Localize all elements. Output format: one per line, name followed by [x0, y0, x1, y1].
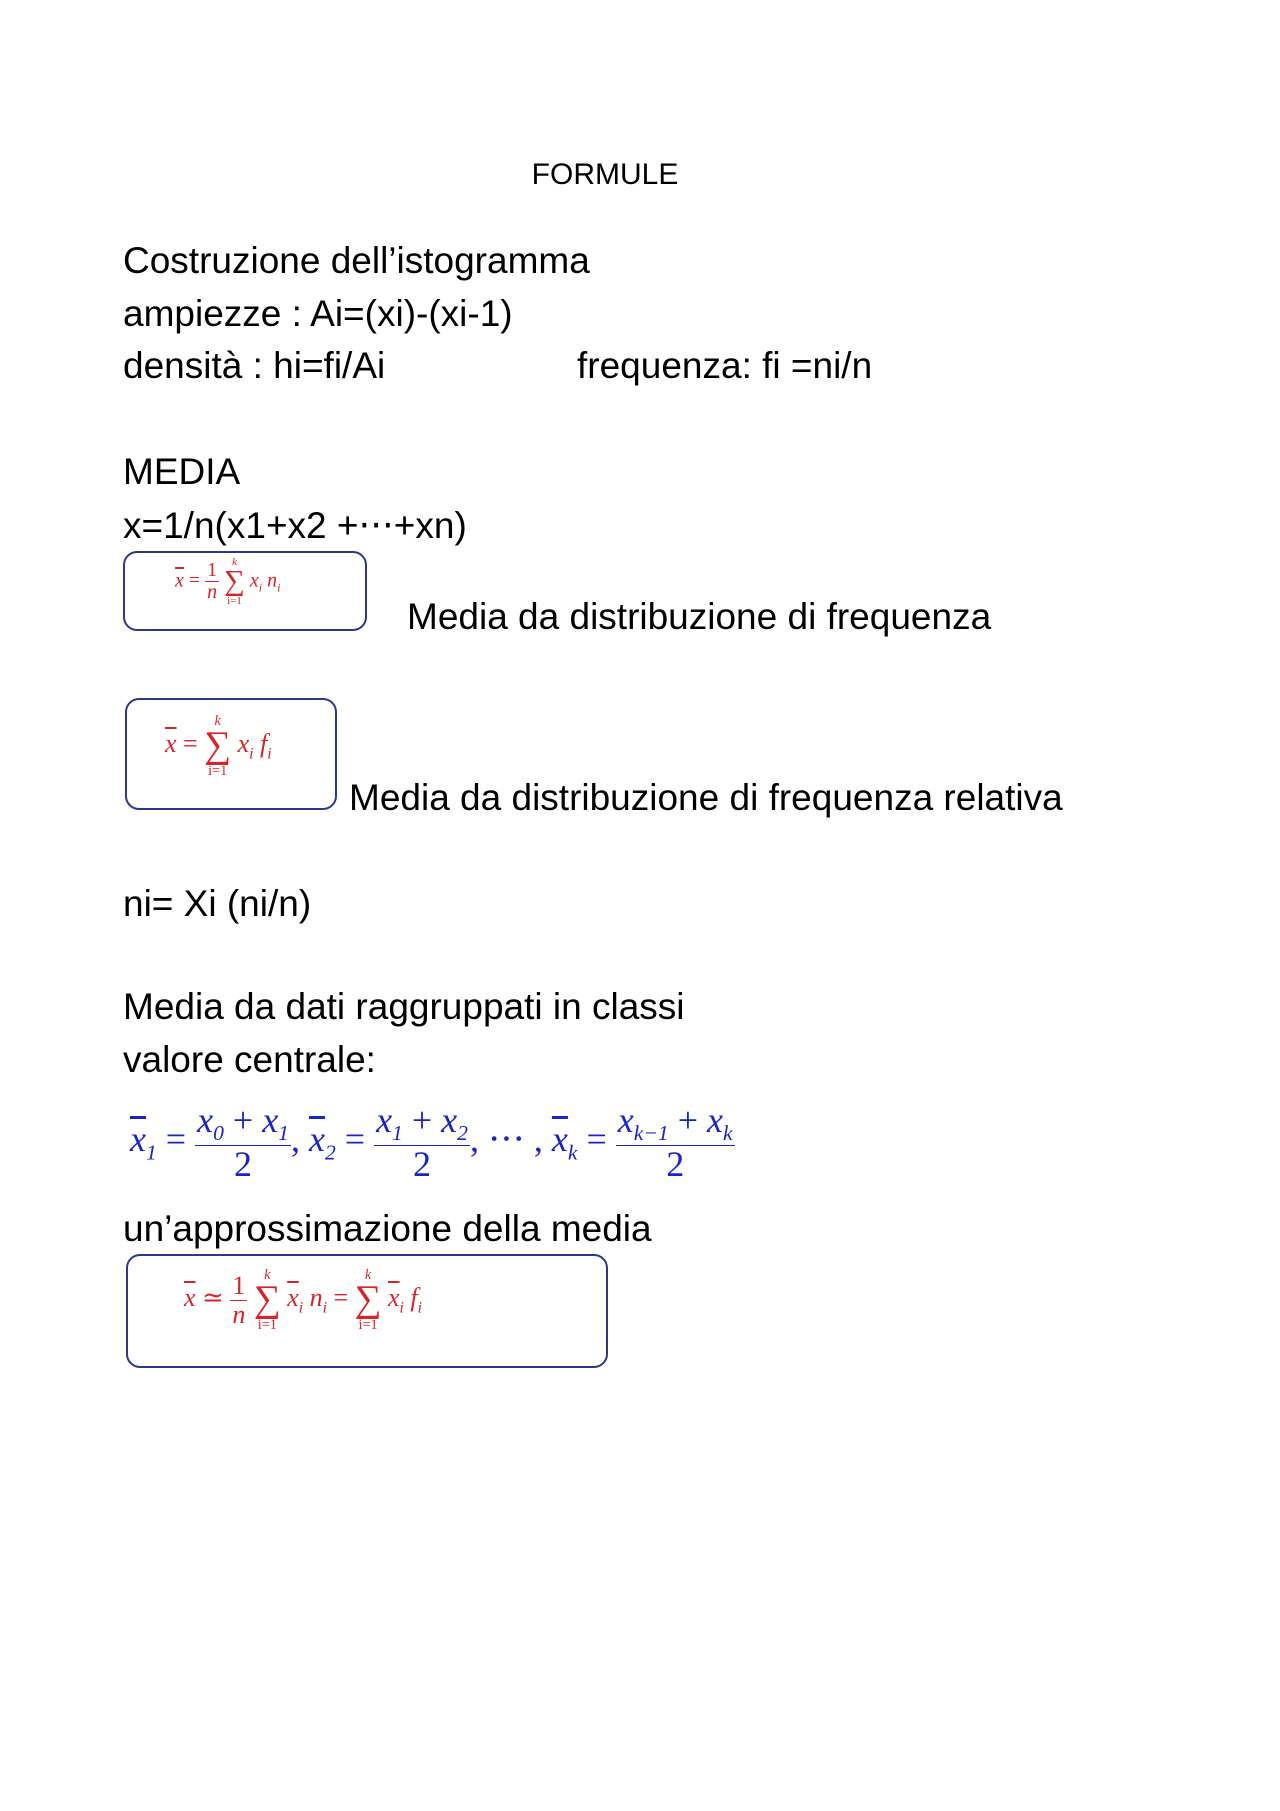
histogram-heading: Costruzione dell’istogramma — [123, 240, 590, 281]
formula-mean-frequency: $\overline{x}$ = $\frac{1}{n}$ k ∑ i=1 $x_i$ $n_i$ — [175, 556, 281, 607]
formula-box-approximation — [126, 1254, 608, 1368]
page-title: FORMULE — [531, 158, 679, 191]
approximation-label: un’approssimazione della media — [123, 1208, 652, 1249]
relative-mean-label: Media da distribuzione di frequenza relativa — [349, 777, 1063, 818]
grouped-heading: Media da dati raggruppati in classi — [123, 986, 685, 1027]
central-value-label: valore centrale: — [123, 1039, 376, 1080]
formula-box-relative — [125, 698, 337, 810]
frequenza-line: frequenza: fi =ni/n — [577, 345, 873, 386]
media-heading: MEDIA — [123, 451, 241, 492]
formula-mean-approximation: $\overline{x}$ ≃ $\frac{1}{n}$ k ∑ i=1 $\overline{x}_i$ $n_i$ = k ∑ i=1 $\overline{x}_i$ $f_i$ — [184, 1267, 422, 1334]
ni-line: ni= Xi (ni/n) — [123, 883, 312, 924]
frequency-mean-label: Media da distribuzione di frequenza — [407, 596, 992, 637]
media-basic-formula: x=1/n(x1+x2 +⋅⋅⋅+xn) — [123, 505, 467, 546]
densita-line: densità : hi=fi/Ai — [123, 345, 386, 386]
ampiezze-line: ampiezze : Ai=(xi)-(xi-1) — [123, 293, 513, 334]
formula-central-values: $\overline{x}_1$ = $\frac{x_0 + x_1}{2}$ , $\overline{x}_2$ = $\frac{x_1 + x_2}{2}$ , ⋅⋅⋅ , $\overline{x}_k$ = $\frac{x_{k-1} + x_k}{2}$ — [130, 1100, 733, 1184]
formula-box-frequency — [123, 551, 367, 631]
formula-mean-relative: $\overline{x}$ = k ∑ i=1 $x_i$ $f_i$ — [165, 713, 272, 780]
